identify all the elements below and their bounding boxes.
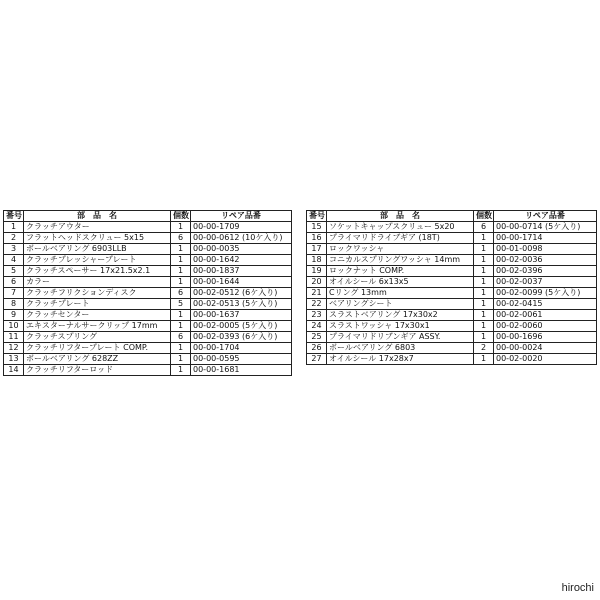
table-row: [307, 277, 597, 288]
cell-part-number: 24: [307, 321, 327, 332]
cell-part-number: 4: [4, 255, 24, 266]
cell-part-number: 5: [4, 266, 24, 277]
cell-quantity: 1: [474, 244, 494, 255]
cell-part-number: 14: [4, 365, 24, 376]
table-row: [4, 365, 292, 376]
cell-part-number: 15: [307, 222, 327, 233]
table-row: [4, 255, 292, 266]
header-name: 部 品 名: [24, 211, 171, 222]
cell-repair-code: 00-00-0035: [191, 244, 292, 255]
cell-quantity: 1: [474, 299, 494, 310]
cell-repair-code: 00-02-0036: [494, 255, 597, 266]
cell-part-name: クラッチフリクションディスク: [24, 288, 171, 299]
cell-quantity: 1: [171, 255, 191, 266]
cell-part-number: 23: [307, 310, 327, 321]
header-no: 番号: [307, 211, 327, 222]
cell-repair-code: 00-00-1644: [191, 277, 292, 288]
table-row: [307, 321, 597, 332]
cell-part-number: 18: [307, 255, 327, 266]
cell-part-name: ベアリングシート: [327, 299, 474, 310]
cell-quantity: 1: [171, 277, 191, 288]
table-row: [4, 332, 292, 343]
cell-part-name: クラッチプレート: [24, 299, 171, 310]
table-row: [307, 233, 597, 244]
watermark: hirochi: [561, 582, 594, 594]
header-qty: 個数: [474, 211, 494, 222]
cell-quantity: 1: [474, 321, 494, 332]
cell-quantity: 1: [171, 343, 191, 354]
cell-part-name: クラッチリフタープレート COMP.: [24, 343, 171, 354]
cell-repair-code: 00-00-1714: [494, 233, 597, 244]
cell-repair-code: 00-00-0595: [191, 354, 292, 365]
cell-repair-code: 00-02-0020: [494, 354, 597, 365]
cell-part-number: 2: [4, 233, 24, 244]
cell-repair-code: 00-02-0415: [494, 299, 597, 310]
table-row: [307, 354, 597, 365]
cell-part-name: オイルシール 17x28x7: [327, 354, 474, 365]
cell-repair-code: 00-00-1837: [191, 266, 292, 277]
table-row: [307, 288, 597, 299]
table-row: [4, 277, 292, 288]
cell-repair-code: 00-02-0099 (5ケ入り): [494, 288, 597, 299]
cell-part-name: クラッチスプリング: [24, 332, 171, 343]
cell-repair-code: 00-02-0061: [494, 310, 597, 321]
cell-quantity: 1: [474, 255, 494, 266]
table-row: [4, 222, 292, 233]
parts-table-left: [3, 210, 292, 376]
cell-repair-code: 00-00-1681: [191, 365, 292, 376]
cell-repair-code: 00-00-0612 (10ケ入り): [191, 233, 292, 244]
table-row: [307, 244, 597, 255]
table-header-row: [4, 211, 292, 222]
cell-quantity: 1: [171, 321, 191, 332]
cell-part-number: 9: [4, 310, 24, 321]
cell-part-name: ロックワッシャ: [327, 244, 474, 255]
cell-part-name: ボールベアリング 628ZZ: [24, 354, 171, 365]
cell-part-name: ボールベアリング 6803: [327, 343, 474, 354]
cell-part-name: ロックナット COMP.: [327, 266, 474, 277]
cell-part-name: コニカルスプリングワッシャ 14mm: [327, 255, 474, 266]
table-row: [307, 255, 597, 266]
cell-part-name: ソケットキャップスクリュー 5x20: [327, 222, 474, 233]
cell-part-number: 26: [307, 343, 327, 354]
cell-part-name: プライマリドライブギア (18T): [327, 233, 474, 244]
cell-part-number: 8: [4, 299, 24, 310]
cell-repair-code: 00-01-0098: [494, 244, 597, 255]
table-row: [4, 233, 292, 244]
cell-part-number: 7: [4, 288, 24, 299]
table-row: [307, 310, 597, 321]
cell-part-name: クラッチアウター: [24, 222, 171, 233]
cell-quantity: 1: [474, 332, 494, 343]
cell-part-number: 13: [4, 354, 24, 365]
cell-quantity: 1: [171, 365, 191, 376]
cell-quantity: 1: [474, 354, 494, 365]
cell-part-number: 19: [307, 266, 327, 277]
table-row: [307, 222, 597, 233]
cell-quantity: 6: [171, 288, 191, 299]
cell-quantity: 1: [171, 222, 191, 233]
header-no: 番号: [4, 211, 24, 222]
cell-part-number: 10: [4, 321, 24, 332]
cell-quantity: 1: [474, 277, 494, 288]
cell-repair-code: 00-02-0513 (5ケ入り): [191, 299, 292, 310]
cell-part-number: 6: [4, 277, 24, 288]
cell-quantity: 1: [171, 310, 191, 321]
header-code: リペア品番: [191, 211, 292, 222]
table-row: [4, 343, 292, 354]
header-name: 部 品 名: [327, 211, 474, 222]
cell-part-number: 1: [4, 222, 24, 233]
cell-quantity: 6: [171, 332, 191, 343]
cell-repair-code: 00-00-1696: [494, 332, 597, 343]
table-row: [4, 288, 292, 299]
table-row: [307, 343, 597, 354]
cell-part-name: クラッチスペーサー 17x21.5x2.1: [24, 266, 171, 277]
cell-part-name: クラッチリフターロッド: [24, 365, 171, 376]
cell-part-name: Cリング 13mm: [327, 288, 474, 299]
cell-quantity: 1: [474, 266, 494, 277]
cell-part-number: 16: [307, 233, 327, 244]
table-row: [4, 310, 292, 321]
cell-quantity: 1: [474, 233, 494, 244]
cell-quantity: 6: [474, 222, 494, 233]
cell-repair-code: 00-02-0396: [494, 266, 597, 277]
cell-part-name: カラー: [24, 277, 171, 288]
cell-part-number: 20: [307, 277, 327, 288]
cell-part-name: プライマリドリブンギア ASSY.: [327, 332, 474, 343]
header-code: リペア品番: [494, 211, 597, 222]
cell-part-name: クラッチプレッシャープレート: [24, 255, 171, 266]
cell-repair-code: 00-00-0024: [494, 343, 597, 354]
cell-quantity: 1: [171, 244, 191, 255]
cell-repair-code: 00-00-1642: [191, 255, 292, 266]
cell-repair-code: 00-02-0005 (5ケ入り): [191, 321, 292, 332]
cell-part-number: 17: [307, 244, 327, 255]
cell-repair-code: 00-02-0393 (6ケ入り): [191, 332, 292, 343]
cell-part-name: フラットヘッドスクリュー 5x15: [24, 233, 171, 244]
cell-quantity: 1: [171, 266, 191, 277]
table-row: [307, 332, 597, 343]
cell-quantity: 6: [171, 233, 191, 244]
cell-repair-code: 00-00-1637: [191, 310, 292, 321]
cell-repair-code: 00-00-1704: [191, 343, 292, 354]
cell-quantity: 5: [171, 299, 191, 310]
cell-repair-code: 00-00-0714 (5ケ入り): [494, 222, 597, 233]
cell-part-name: スラストベアリング 17x30x2: [327, 310, 474, 321]
cell-part-number: 12: [4, 343, 24, 354]
cell-part-number: 21: [307, 288, 327, 299]
cell-quantity: 1: [171, 354, 191, 365]
cell-repair-code: 00-02-0060: [494, 321, 597, 332]
cell-repair-code: 00-02-0037: [494, 277, 597, 288]
cell-repair-code: 00-00-1709: [191, 222, 292, 233]
cell-part-name: スラストワッシャ 17x30x1: [327, 321, 474, 332]
table-row: [307, 266, 597, 277]
table-row: [4, 321, 292, 332]
header-qty: 個数: [171, 211, 191, 222]
table-row: [307, 299, 597, 310]
table-row: [4, 354, 292, 365]
cell-quantity: 1: [474, 310, 494, 321]
cell-quantity: 1: [474, 288, 494, 299]
cell-part-number: 27: [307, 354, 327, 365]
cell-quantity: 2: [474, 343, 494, 354]
cell-part-number: 22: [307, 299, 327, 310]
cell-part-name: オイルシール 6x13x5: [327, 277, 474, 288]
cell-part-number: 3: [4, 244, 24, 255]
table-row: [4, 266, 292, 277]
cell-part-number: 25: [307, 332, 327, 343]
table-row: [4, 299, 292, 310]
parts-table-right: [306, 210, 597, 365]
cell-part-name: エキスターナルサークリップ 17mm: [24, 321, 171, 332]
cell-repair-code: 00-02-0512 (6ケ入り): [191, 288, 292, 299]
table-header-row: [307, 211, 597, 222]
cell-part-number: 11: [4, 332, 24, 343]
cell-part-name: クラッチセンター: [24, 310, 171, 321]
cell-part-name: ボールベアリング 6903LLB: [24, 244, 171, 255]
table-row: [4, 244, 292, 255]
